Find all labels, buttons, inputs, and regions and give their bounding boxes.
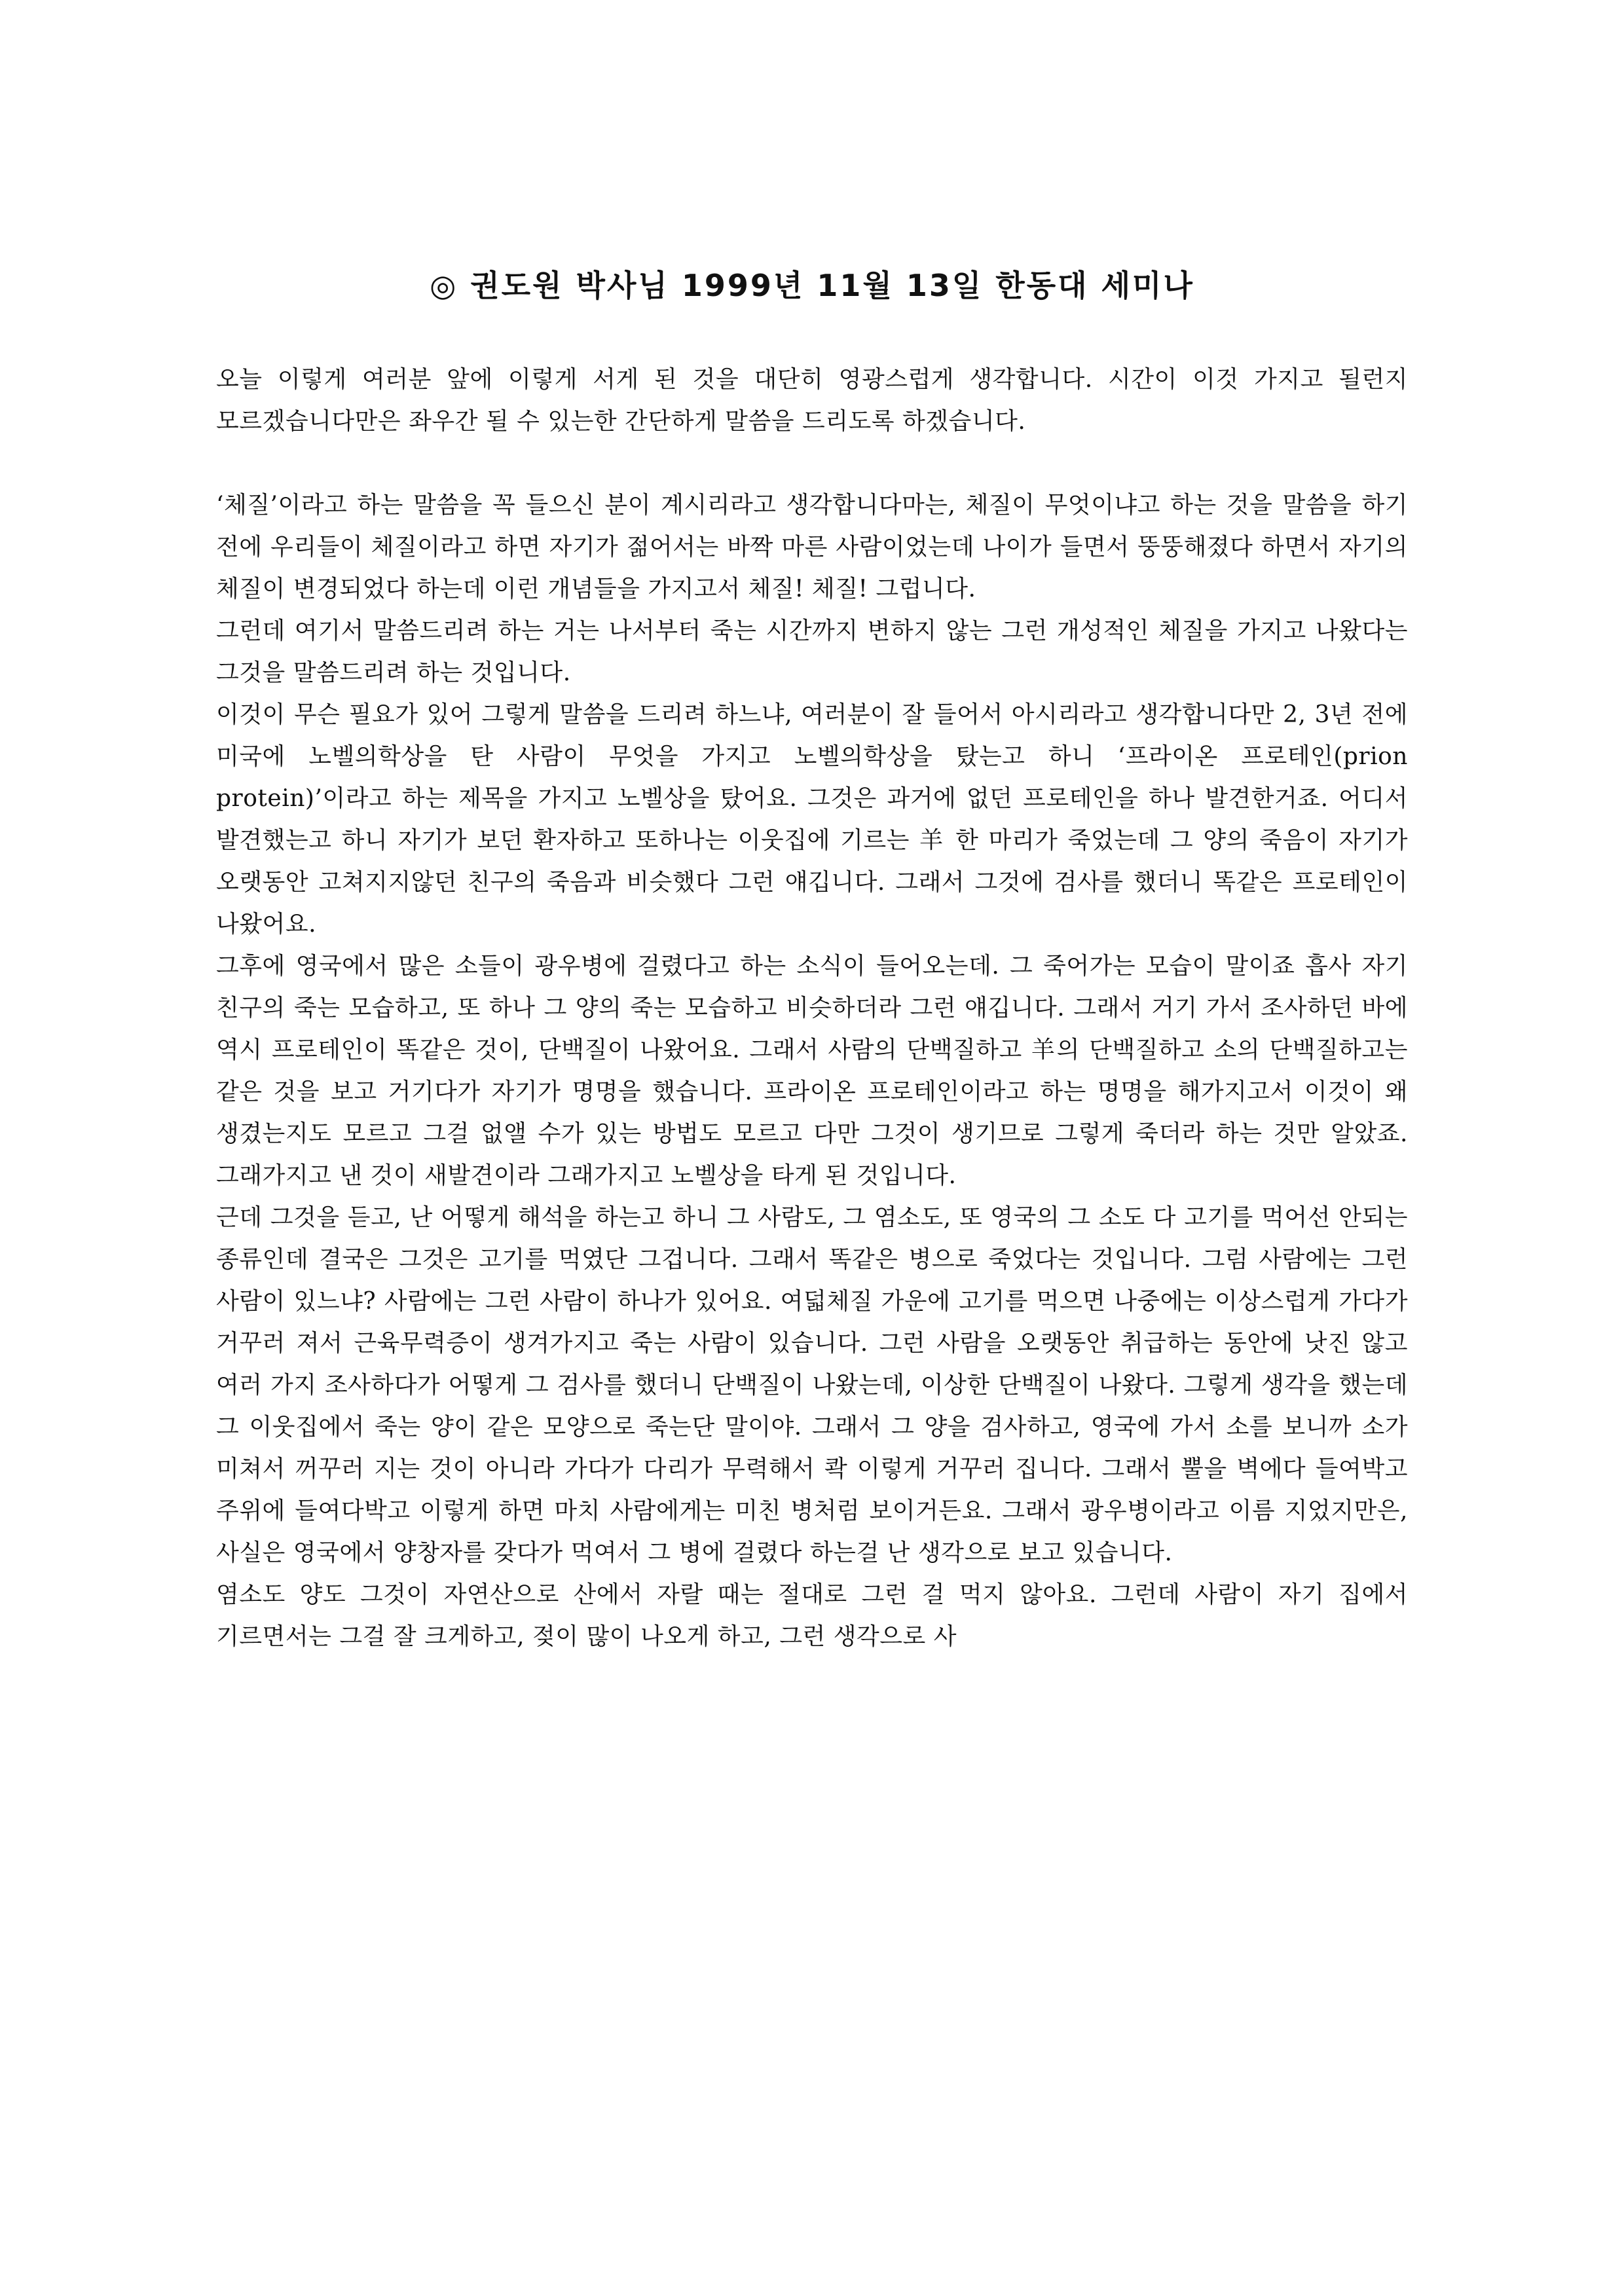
- paragraph-mad-cow-disease: 그후에 영국에서 많은 소들이 광우병에 걸렸다고 하는 소식이 들어오는데. 그 죽어가는 모습이 말이죠 흡사 자기 친구의 죽는 모습하고, 또 하나 그 양의 죽는 모습하고 비슷하더라 그런 얘깁니다. 그래서 거기 가서 조사하던 바에 역시 프로테인이 똑같은 것이, 단백질이 나왔어요. 그래서 사람의 단백질하고 羊의 단백질하고 소의 단백질하고는 같은 것을 보고 거기다가 자기가 명명을 했습니다. 프라이온 프로테인이라고 하는 명명을 해가지고서 이것이 왜 생겼는지도 모르고 그걸 없앨 수가 있는 방법도 모르고 다만 그것이 생기므로 그렇게 죽더라 하는 것만 알았죠. 그래가지고 낸 것이 새발견이라 그래가지고 노벨상을 타게 된 것입니다.: [216, 953, 1408, 1189]
- document-body: [216, 359, 1408, 1658]
- paragraph-goats-and-sheep: 염소도 양도 그것이 자연산으로 산에서 자랄 때는 절대로 그런 걸 먹지 않아요. 그런데 사람이 자기 집에서 기르면서는 그걸 잘 크게하고, 젖이 많이 나오게 하고, 그런 생각으로 사: [216, 1581, 1408, 1650]
- paragraph-intro: 오늘 이렇게 여러분 앞에 이렇게 서게 된 것을 대단히 영광스럽게 생각합니다. 시간이 이것 가지고 될런지 모르겠습니다만은 좌우간 될 수 있는한 간단하게 말씀을 드리도록 하겠습니다.: [216, 366, 1408, 435]
- paragraph-constitution-definition: ‘체질’이라고 하는 말씀을 꼭 들으신 분이 계시리라고 생각합니다마는, 체질이 무엇이냐고 하는 것을 말씀을 하기 전에 우리들이 체질이라고 하면 자기가 젊어서는 바짝 마른 사람이었는데 나이가 들면서 뚱뚱해졌다 하면서 자기의 체질이 변경되었다 하는데 이런 개념들을 가지고서 체질! 체질! 그럽니다.: [216, 492, 1408, 602]
- paragraph-interpretation: 근데 그것을 듣고, 난 어떻게 해석을 하는고 하니 그 사람도, 그 염소도, 또 영국의 그 소도 다 고기를 먹어선 안되는 종류인데 결국은 그것은 고기를 먹였단 그겁니다. 그래서 똑같은 병으로 죽었다는 것입니다. 그럼 사람에는 그런 사람이 있느냐? 사람에는 그런 사람이 하나가 있어요. 여덟체질 가운에 고기를 먹으면 나중에는 이상스럽게 가다가 거꾸러 져서 근육무력증이 생겨가지고 죽는 사람이 있습니다. 그런 사람을 오랫동안 취급하는 동안에 낫진 않고 여러 가지 조사하다가 어떻게 그 검사를 했더니 단백질이 나왔는데, 이상한 단백질이 나왔다. 그렇게 생각을 했는데 그 이웃집에서 죽는 양이 같은 모양으로 죽는단 말이야. 그래서 그 양을 검사하고, 영국에 가서 소를 보니까 소가 미쳐서 꺼꾸러 지는 것이 아니라 가다가 다리가 무력해서 콱 이렇게 거꾸러 집니다. 그래서 뿔을 벽에다 들여박고 주위에 들여다박고 이렇게 하면 마치 사람에게는 미친 병처럼 보이거든요. 그래서 광우병이라고 이름 지었지만은, 사실은 영국에서 양창자를 갖다가 먹여서 그 병에 걸렸다 하는걸 난 생각으로 보고 있습니다.: [216, 1204, 1408, 1566]
- paragraph-prion-protein: 이것이 무슨 필요가 있어 그렇게 말씀을 드리려 하느냐, 여러분이 잘 들어서 아시리라고 생각합니다만 2, 3년 전에 미국에 노벨의학상을 탄 사람이 무엇을 가지고 노벨의학상을 탔는고 하니 ‘프라이온 프로테인(prion protein)’이라고 하는 제목을 가지고 노벨상을 탔어요. 그것은 과거에 없던 프로테인을 하나 발견한거죠. 어디서 발견했는고 하니 자기가 보던 환자하고 또하나는 이웃집에 기르는 羊 한 마리가 죽었는데 그 양의 죽음이 자기가 오랫동안 고쳐지지않던 친구의 죽음과 비슷했다 그런 얘깁니다. 그래서 그것에 검사를 했더니 똑같은 프로테인이 나왔어요.: [216, 701, 1408, 938]
- paragraph-innate-constitution: 그런데 여기서 말씀드리려 하는 거는 나서부터 죽는 시간까지 변하지 않는 그런 개성적인 체질을 가지고 나왔다는 그것을 말씀드리려 하는 것입니다.: [216, 617, 1408, 686]
- document-title: ◎ 권도원 박사님 1999년 11월 13일 한동대 세미나: [430, 268, 1194, 303]
- paragraph-spacer: [216, 443, 1408, 485]
